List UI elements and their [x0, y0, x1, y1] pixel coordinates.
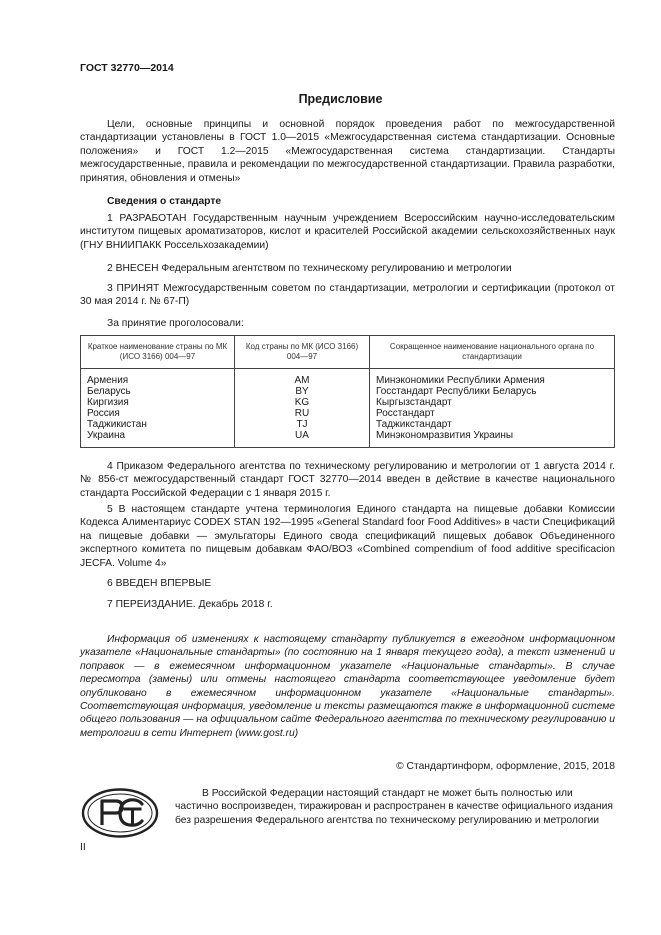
page-title: Предисловие: [298, 92, 383, 106]
country-code: RU: [235, 408, 370, 419]
item-terminology: 5 В настоящем стандарте учтена терминология Единого стандарта на пищевые добавки Комиссии Кодекса Алиментариус CODEX STAN 192—1995 «General Standard foor Food Additives» в части Спецификаций на пищевые добавки — эмульгаторы Единого свода спецификаций пищевых добавок Объединенного экспертного комитета по пищевым добавкам ФАО/ВОЗ «Combined compendium of food additive specificacion JECFA. Volume 4»: [80, 504, 615, 569]
info-heading: Сведения о стандарте: [107, 196, 222, 207]
standard-code: ГОСТ 32770—2014: [80, 62, 174, 74]
authority-name: Кыргызстандарт: [370, 397, 615, 408]
country-code: AM: [235, 375, 370, 386]
copyright-line: © Стандартинформ, оформление, 2015, 2018: [396, 761, 615, 772]
country-code: TJ: [235, 419, 370, 430]
authority-name: Госстандарт Республики Беларусь: [370, 386, 615, 397]
country-name: Таджикистан: [81, 419, 235, 430]
voted-label: За принятие проголосовали:: [107, 318, 244, 329]
item-introduced: 2 ВНЕСЕН Федеральным агентством по техническому регулированию и метрологии: [107, 263, 512, 274]
country-code: KG: [235, 397, 370, 408]
country-name: Украина: [81, 430, 235, 448]
item-reissue: 7 ПЕРЕИЗДАНИЕ. Декабрь 2018 г.: [107, 599, 273, 610]
rst-certification-logo-icon: [80, 787, 160, 839]
amendments-notice: Информация об изменениях к настоящему стандарту публикуется в ежегодном информационном указателе «Национальные стандарты» (по состоянию на 1 января текущего года), а текст изменений и поправок — в ежемесячном информационном указателе «Национальные стандарты». В случае пересмотра (замены) или отмены настоящего стандарта соответствующее уведомление будет опубликовано в ежемесячном информационном указателе «Национальные стандарты». Соответствующая информация, уведомление и тексты размещаются также в информационной системе общего пользования — на официальном сайте Федерального агентства по техническому регулированию и метрологии в сети Интернет (www.gost.ru): [80, 634, 615, 739]
country-name: Беларусь: [81, 386, 235, 397]
rights-notice: В Российской Федерации настоящий стандарт не может быть полностью или частично воспроизведен, тиражирован и распространен в качестве официального издания без разрешения Федерального агентства по техническому регулированию и метрологии: [175, 788, 613, 826]
country-name: Армения: [81, 375, 235, 386]
authority-name: Росстандарт: [370, 408, 615, 419]
table-row: [81, 419, 615, 430]
country-code: UA: [235, 430, 370, 448]
country-name: Россия: [81, 408, 235, 419]
authority-name: Минэкономики Республики Армения: [370, 375, 615, 386]
voting-table: [80, 335, 615, 448]
table-header-country: Краткое наименование страны по МК (ИСО 3166) 004—97: [81, 336, 235, 369]
item-developed: 1 РАЗРАБОТАН Государственным научным учреждением Всероссийским научно-исследовательским институтом пищевых ароматизаторов, кислот и красителей Российской академии сельскохозяйственных наук (ГНУ ВНИИПАКК Россельхозакадемии): [80, 213, 615, 251]
table-header-row: [81, 336, 615, 369]
page-number: II: [80, 842, 86, 853]
item-first: 6 ВВЕДЕН ВПЕРВЫЕ: [107, 578, 212, 589]
table-row: [81, 430, 615, 448]
intro-paragraph: Цели, основные принципы и основной порядок проведения работ по межгосударственной стандартизации установлены в ГОСТ 1.0—2015 «Межгосударственная система стандартизации. Основные положения» и ГОСТ 1.2—2015 «Межгосударственная система стандартизации. Стандарты межгосударственные, правила и рекомендации по межгосударственной стандартизации. Правила разработки, принятия, обновления и отмены»: [80, 119, 615, 184]
table-row: [81, 397, 615, 408]
table-row: [81, 408, 615, 419]
authority-name: Таджикстандарт: [370, 419, 615, 430]
authority-name: Минэкономразвития Украины: [370, 430, 615, 448]
table-row: [81, 375, 615, 386]
item-order: 4 Приказом Федерального агентства по техническому регулированию и метрологии от 1 августа 2014 г. № 856-ст межгосударственный стандарт ГОСТ 32770—2014 введен в действие в качестве национального стандарта Российской Федерации с 1 января 2015 г.: [80, 461, 615, 499]
item-adopted: 3 ПРИНЯТ Межгосударственным советом по стандартизации, метрологии и сертификации (протокол от 30 мая 2014 г. № 67-П): [80, 283, 615, 308]
country-code: BY: [235, 386, 370, 397]
table-header-authority: Сокращенное наименование национального органа по стандартизации: [370, 336, 615, 369]
table-header-code: Код страны по МК (ИСО 3166) 004—97: [235, 336, 370, 369]
table-row: [81, 386, 615, 397]
country-name: Киргизия: [81, 397, 235, 408]
